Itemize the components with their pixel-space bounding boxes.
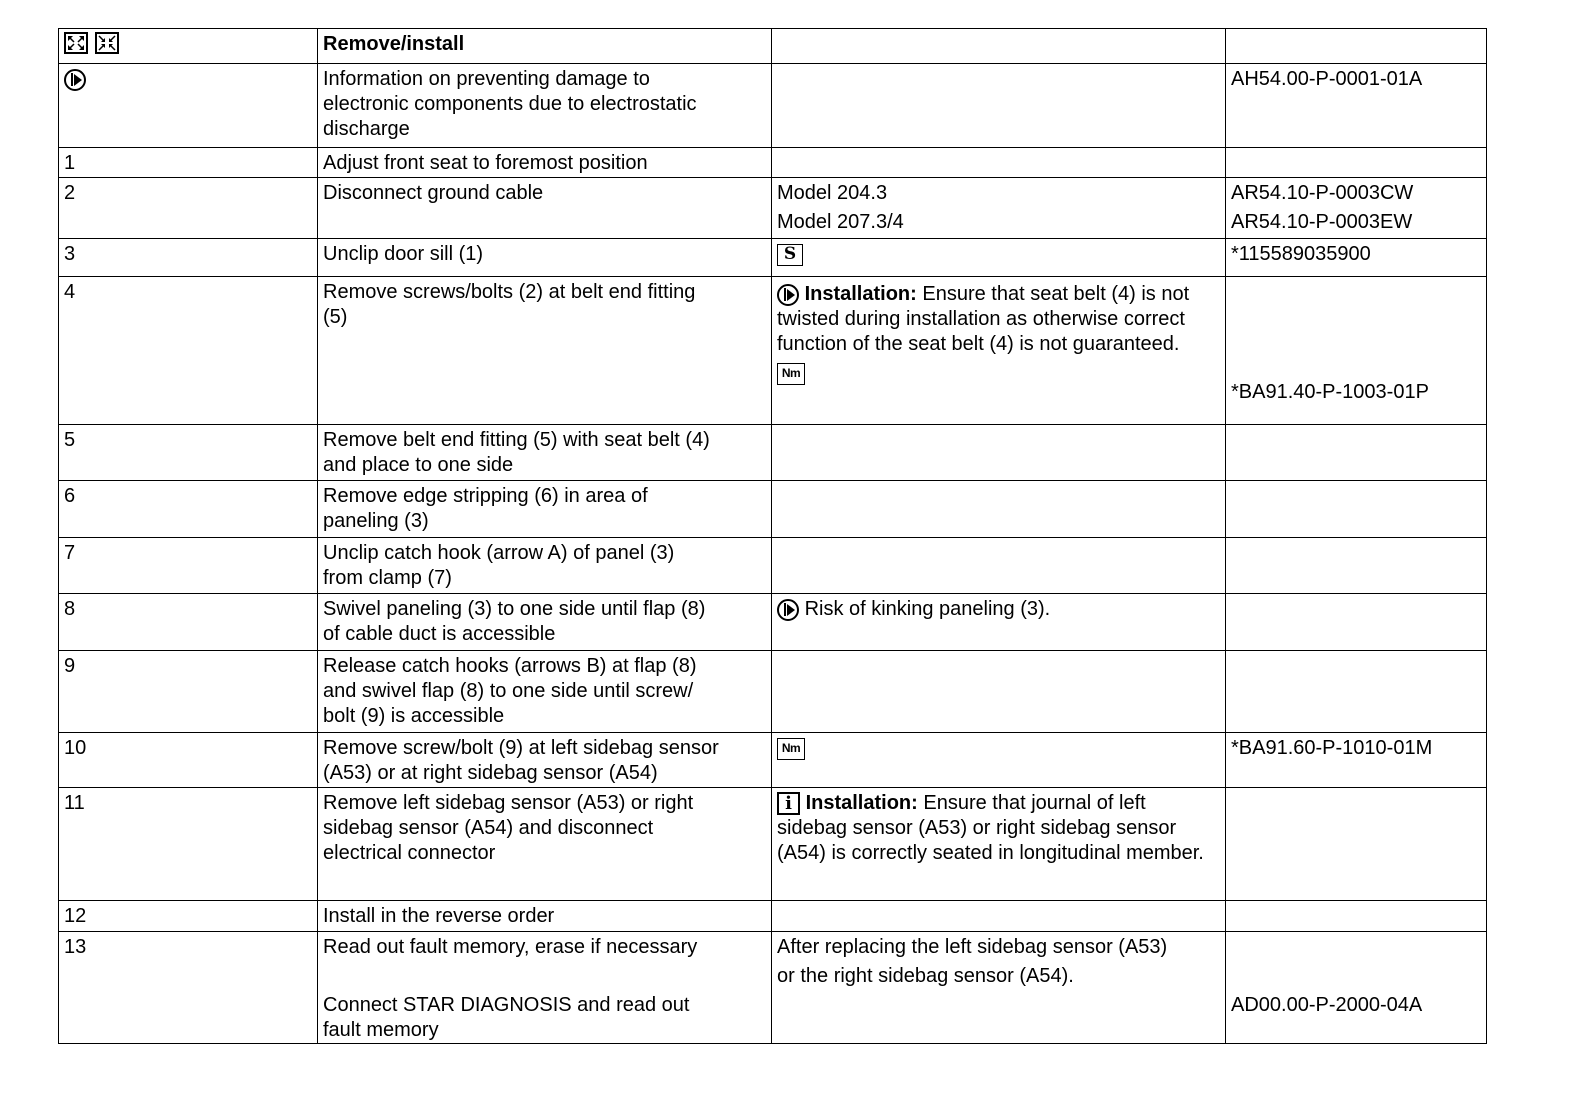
- step-text: Remove edge stripping (6) in area of: [323, 485, 648, 507]
- step-text: Connect STAR DIAGNOSIS and read out: [323, 994, 690, 1016]
- step-text: Remove screws/bolts (2) at belt end fitting: [323, 281, 696, 303]
- step-text: Remove left sidebag sensor (A53) or right: [323, 792, 694, 814]
- table-row: [59, 651, 1487, 733]
- table-row: [59, 178, 1487, 239]
- note-text: or the right sidebag sensor (A54).: [777, 965, 1074, 987]
- reference-link[interactable]: AH54.00-P-0001-01A: [1226, 64, 1487, 148]
- expand-icon[interactable]: [64, 32, 88, 54]
- note-text: Risk of kinking paneling (3).: [804, 598, 1051, 620]
- collapse-icon[interactable]: [95, 32, 119, 54]
- torque-icon[interactable]: Nm: [777, 363, 805, 385]
- reference-link[interactable]: *BA91.60-P-1010-01M: [1226, 733, 1487, 788]
- step-text: from clamp (7): [323, 567, 452, 589]
- note-label: Installation:: [805, 792, 918, 814]
- step-text: Read out fault memory, erase if necessary: [323, 936, 698, 958]
- info-icon: i: [777, 792, 800, 815]
- procedure-table: [58, 28, 1487, 1044]
- step-text: electrical connector: [323, 842, 496, 864]
- header-title: Remove/install: [318, 29, 772, 64]
- table-row: [59, 239, 1487, 277]
- table-row: [59, 932, 1487, 1044]
- table-row: [59, 148, 1487, 178]
- table-row: [59, 788, 1487, 901]
- step-text: Release catch hooks (arrows B) at flap (8): [323, 655, 697, 677]
- table-row: [59, 425, 1487, 481]
- reference-link[interactable]: AR54.10-P-0003EW: [1231, 211, 1413, 233]
- header-icons-cell: [59, 29, 318, 64]
- reference-link[interactable]: *BA91.40-P-1003-01P: [1231, 381, 1429, 403]
- reference-link[interactable]: AR54.10-P-0003CW: [1231, 182, 1414, 204]
- step-text: Remove belt end fitting (5) with seat belt (4): [323, 429, 710, 451]
- table-row: [59, 594, 1487, 651]
- step-text: electronic components due to electrostatic: [323, 93, 697, 115]
- step-text: bolt (9) is accessible: [323, 705, 505, 727]
- step-number: 8: [59, 594, 318, 651]
- step-number: 7: [59, 538, 318, 594]
- step-number: 5: [59, 425, 318, 481]
- step-text: sidebag sensor (A54) and disconnect: [323, 817, 654, 839]
- step-text: Unclip catch hook (arrow A) of panel (3): [323, 542, 675, 564]
- step-text: (5): [323, 306, 348, 328]
- step-text: and place to one side: [323, 454, 514, 476]
- step-text: fault memory: [323, 1019, 439, 1041]
- step-text: of cable duct is accessible: [323, 623, 556, 645]
- model-label: Model 204.3: [777, 182, 888, 204]
- step-text: Install in the reverse order: [318, 901, 772, 932]
- header-row: [59, 29, 1487, 64]
- table-row: [59, 64, 1487, 148]
- step-text: and swivel flap (8) to one side until screw/: [323, 680, 694, 702]
- reference-link[interactable]: *115589035900: [1226, 239, 1487, 277]
- step-text: Disconnect ground cable: [318, 178, 772, 239]
- table-row: [59, 538, 1487, 594]
- step-number: 12: [59, 901, 318, 932]
- step-number: 13: [59, 932, 318, 1044]
- reference-link[interactable]: AD00.00-P-2000-04A: [1231, 994, 1423, 1016]
- notice-icon: [777, 599, 799, 621]
- step-number: 4: [59, 277, 318, 425]
- step-text: (A53) or at right sidebag sensor (A54): [323, 762, 658, 784]
- table-row: [59, 277, 1487, 425]
- step-number: 9: [59, 651, 318, 733]
- note-text: After replacing the left sidebag sensor (A53): [777, 936, 1168, 958]
- step-text: Remove screw/bolt (9) at left sidebag sensor: [323, 737, 719, 759]
- table-row: [59, 481, 1487, 538]
- step-text: Information on preventing damage to: [323, 68, 650, 90]
- step-number: 11: [59, 788, 318, 901]
- note-text: Ensure that seat belt (4) is not twisted during installation as otherwise correct function of the seat belt (4) is not guaranteed.: [777, 283, 1190, 355]
- step-text: Unclip door sill (1): [318, 239, 772, 277]
- step-text: discharge: [323, 118, 410, 140]
- special-tool-icon[interactable]: S: [777, 244, 803, 266]
- step-text: Adjust front seat to foremost position: [318, 148, 772, 178]
- note-label: Installation:: [804, 283, 917, 305]
- step-number: 1: [59, 148, 318, 178]
- step-number: 10: [59, 733, 318, 788]
- step-number: 3: [59, 239, 318, 277]
- model-label: Model 207.3/4: [777, 211, 904, 233]
- table-row: [59, 733, 1487, 788]
- step-number: 2: [59, 178, 318, 239]
- step-text: paneling (3): [323, 510, 429, 532]
- torque-icon[interactable]: Nm: [777, 738, 805, 760]
- note-text: Ensure that journal of left sidebag sensor (A53) or right sidebag sensor (A54) is correctly seated in longitudinal member.: [777, 792, 1204, 864]
- table-row: [59, 901, 1487, 932]
- step-text: Swivel paneling (3) to one side until flap (8): [323, 598, 706, 620]
- step-number: 6: [59, 481, 318, 538]
- notice-icon: [64, 69, 86, 91]
- notice-icon: [777, 284, 799, 306]
